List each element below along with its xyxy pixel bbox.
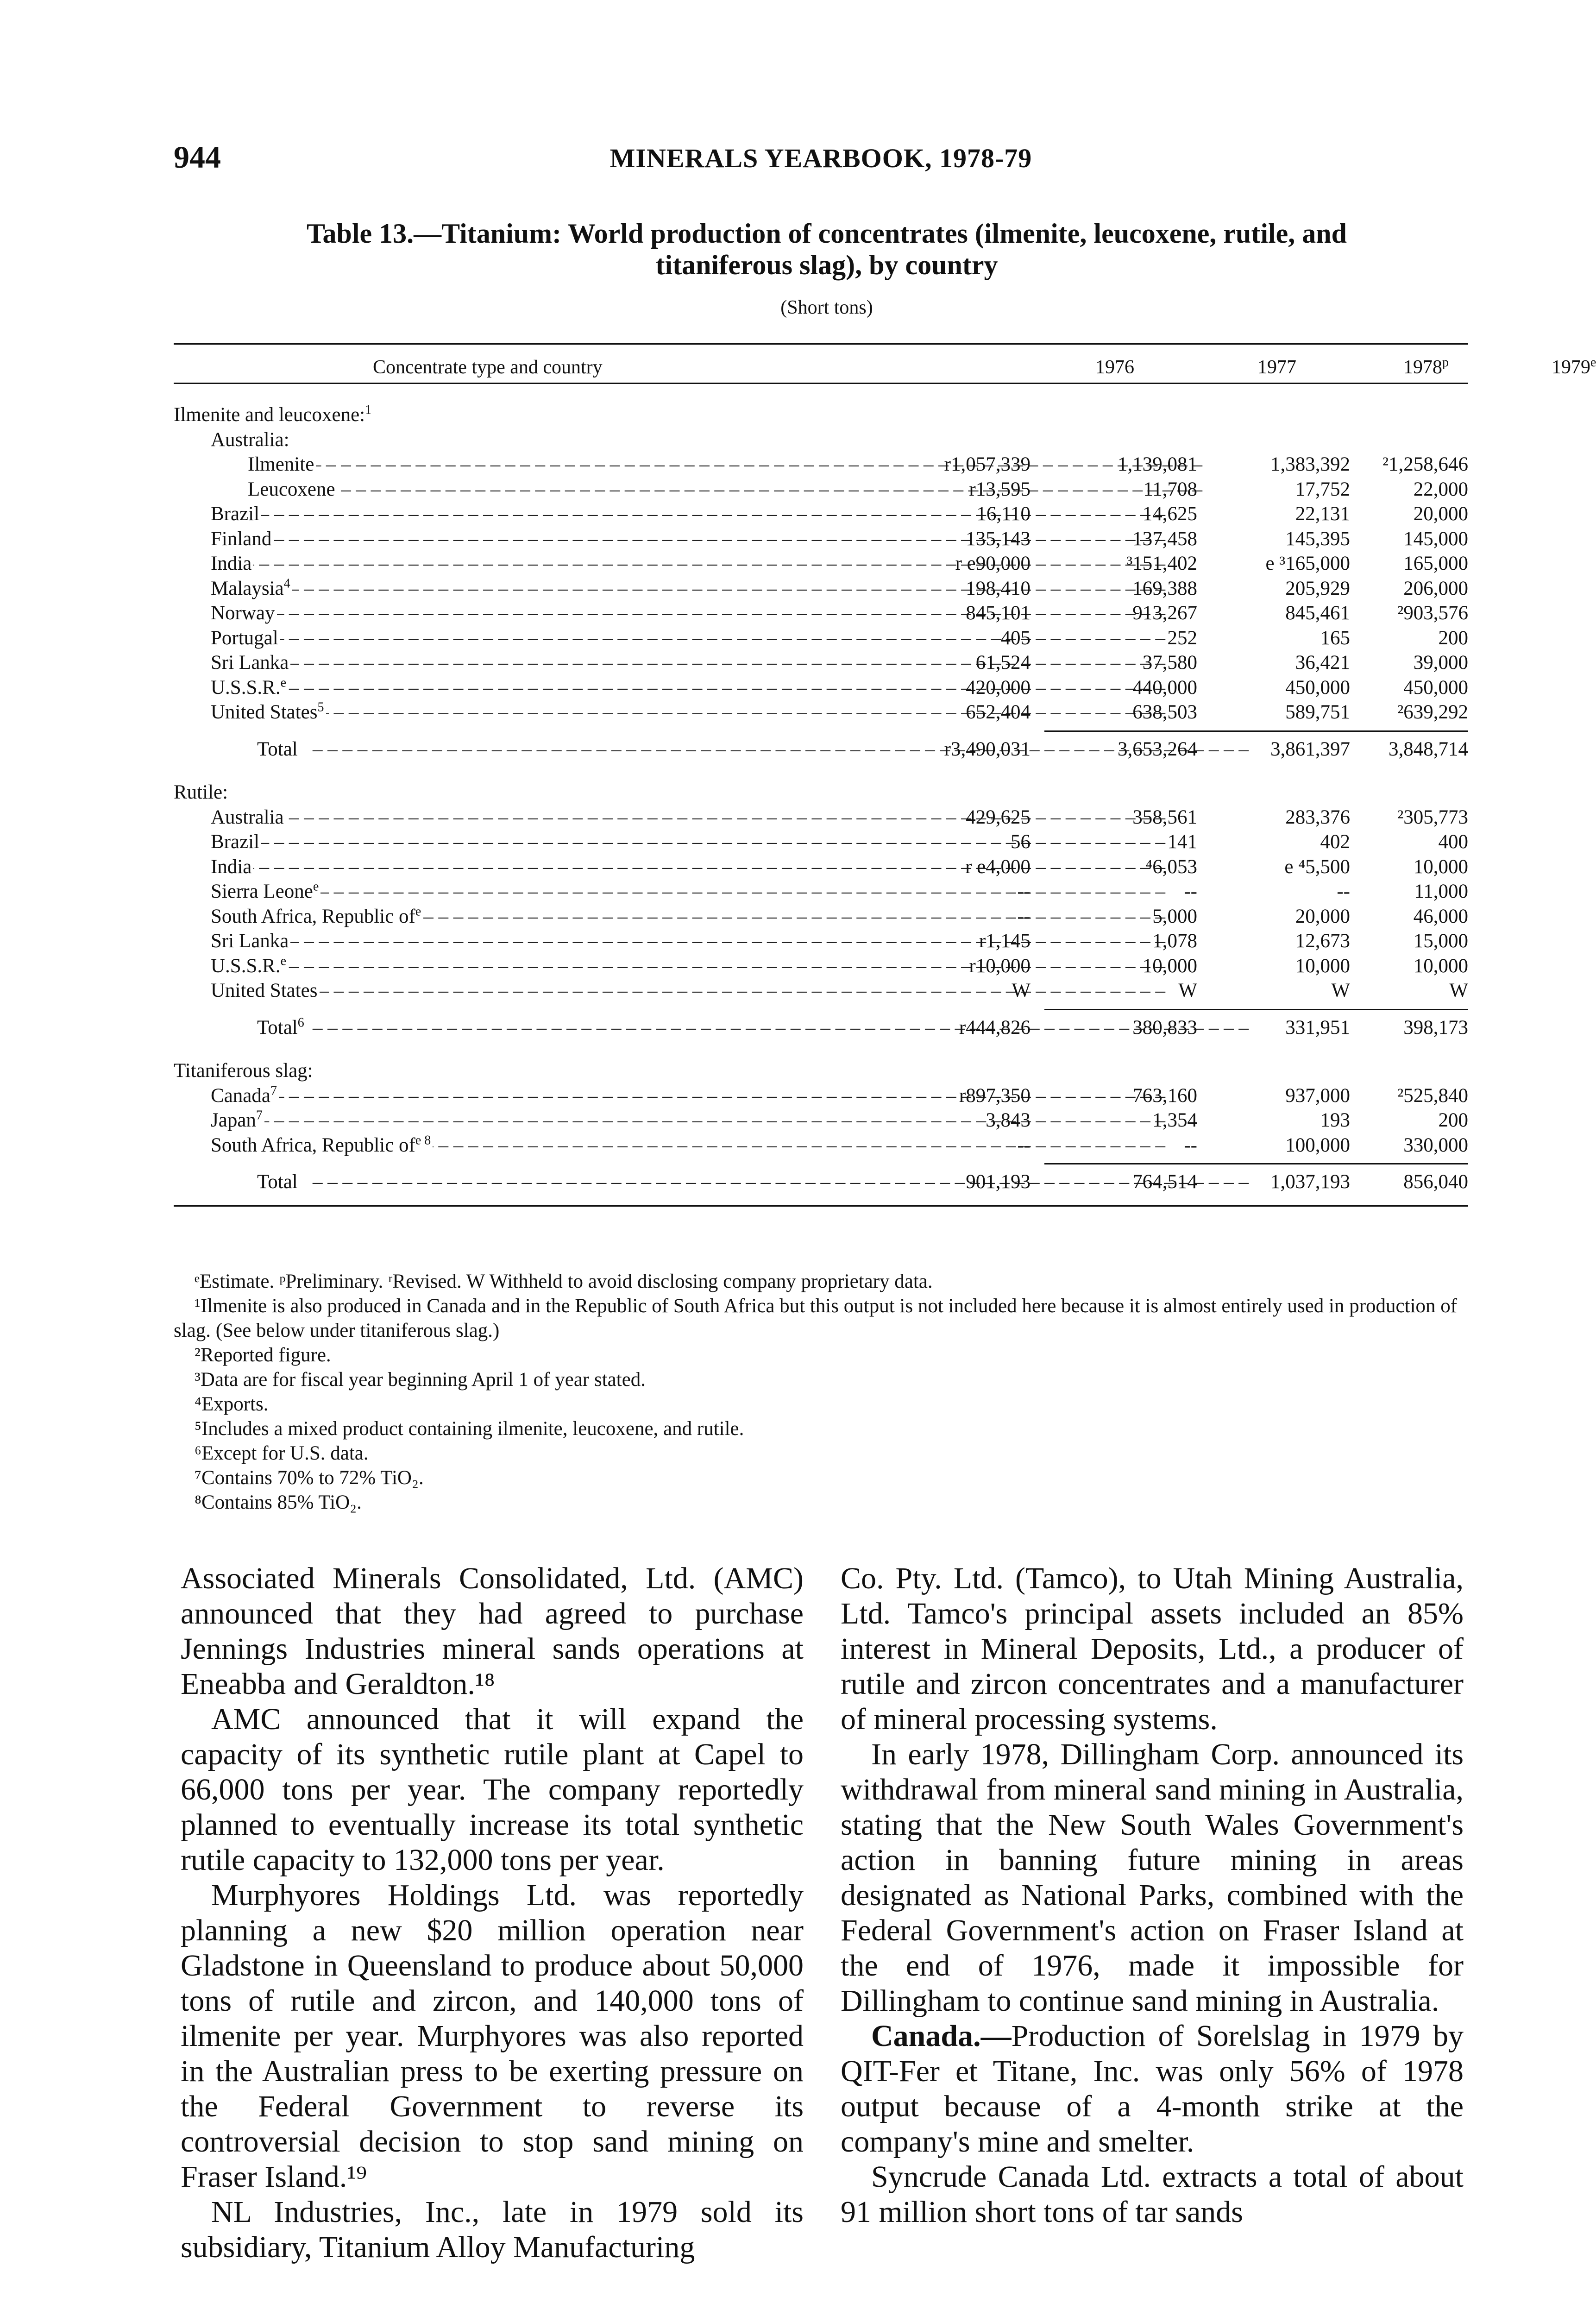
slag-row [174, 1108, 1468, 1133]
body-right-paragraph-4: Syncrude Canada Ltd. extracts a total of about 91 million short tons of tar sands [841, 2160, 1464, 2229]
ilmenite-value-1976: 652,404 [966, 701, 1030, 723]
slag-country-label: South Africa, Republic $of^{e 8}$ [211, 1133, 433, 1158]
body-left-paragraph-4: NL Industries, Inc., late in 1979 sold its subsidiary, Titanium Alloy Manufacturing [181, 2195, 804, 2264]
header-year-1979: 1979e [1552, 355, 1596, 378]
rutile-row [174, 855, 1468, 880]
rutile-total-1977: 380,833 [1132, 1016, 1197, 1038]
ilmenite-row [174, 601, 1468, 626]
slag-value-1978: 100,000 [1285, 1134, 1350, 1156]
slag-total-rule [1044, 1163, 1468, 1164]
ilmenite-value-1979: 206,000 [1403, 577, 1468, 599]
ilmenite-value-1976: 845,101 [966, 602, 1030, 624]
ilmenite-row [174, 452, 1468, 477]
table-title [181, 218, 1473, 281]
ilmenite-value-1976: 405 [1000, 627, 1030, 649]
rutile-country-label: Brazil [211, 830, 261, 854]
ilmenite-value-1978: 205,929 [1285, 577, 1350, 599]
footnote-8: ⁸Contains 85% TiO₂. [195, 1492, 362, 1513]
rutile-value-1978: 10,000 [1295, 955, 1350, 977]
body-right-paragraph-2: In early 1978, Dillingham Corp. announced its withdrawal from mineral sand mining in Australia, stating that the New South Wales Government's action in banning future mining in areas designated as National Parks, combined with the Federal Government's action on Fraser Island at the end of 1976, made it impossible for Dillingham to continue sand mining in Australia. [841, 1737, 1464, 2018]
slag-value-1979: 200 [1438, 1109, 1468, 1131]
ilmenite-value-1977: 440,000 [1132, 676, 1197, 699]
footnote-6: ⁶Except for U.S. data. [195, 1442, 369, 1464]
ilmenite-value-1979: 200 [1438, 627, 1468, 649]
ilmenite-value-1976: r1,057,339 [944, 453, 1030, 475]
rutile-value-1977: 1,078 [1152, 930, 1197, 952]
ilmenite-total-1979: 3,848,714 [1389, 738, 1468, 760]
footnotes [174, 1269, 1468, 1515]
ilmenite-total-1976: r3,490,031 [944, 738, 1030, 760]
body-right-paragraph-3: Canada.—Production of Sorelslag in 1979 by QIT-Fer et Titane, Inc. was only 56% of 1978 output because of a 4-month strike at the company's mine and smelter. [841, 2019, 1464, 2159]
footnote-7: ⁷Contains 70% to 72% TiO₂. [195, 1467, 424, 1489]
ilmenite-value-1979: 450,000 [1403, 676, 1468, 699]
ilmenite-total-1977: 3,653,264 [1118, 738, 1197, 760]
rutile-value-1979: 400 [1438, 831, 1468, 853]
ilmenite-total-1978: 3,861,397 [1270, 738, 1350, 760]
ilmenite-country-label: Sri Lanka [211, 650, 290, 675]
ilmenite-value-1977: ³151,402 [1126, 553, 1197, 574]
section-heading-slag: Titaniferous slag: [174, 1060, 313, 1082]
table-header [174, 345, 1596, 383]
ilmenite-row [174, 502, 1468, 527]
ilmenite-row [174, 626, 1468, 651]
ilmenite-value-1977: 14,625 [1142, 503, 1197, 525]
rutile-value-1976: W [1012, 980, 1030, 1001]
rutile-row [174, 904, 1468, 929]
rutile-value-1977: W [1178, 980, 1197, 1001]
rutile-total-1978: 331,951 [1285, 1016, 1350, 1038]
ilmenite-value-1977: 913,267 [1132, 602, 1197, 624]
ilmenite-value-1977: 11,708 [1143, 478, 1197, 500]
rutile-value-1978: 20,000 [1295, 905, 1350, 927]
section-heading-ilmenite: Ilmenite and leucoxene:$^1$ [174, 403, 372, 426]
body-column-right [841, 1561, 1464, 2230]
slag-value-1978: 193 [1320, 1109, 1350, 1131]
ilmenite-value-1978: 145,395 [1285, 528, 1350, 550]
canada-heading: Canada.— [871, 2019, 1012, 2053]
ilmenite-value-1977: 169,388 [1132, 577, 1197, 599]
rutile-value-1979: ²305,773 [1397, 806, 1468, 828]
rutile-rows [174, 805, 1468, 1003]
ilmenite-row [174, 675, 1468, 700]
rutile-country-label: Sri Lanka [211, 929, 290, 953]
ilmenite-value-1978: 22,131 [1295, 503, 1350, 525]
rutile-country-label: Australia [211, 805, 286, 830]
slag-value-1976: -- [1017, 1134, 1030, 1156]
rutile-value-1977: 358,561 [1132, 806, 1197, 828]
ilmenite-value-1979: 165,000 [1403, 553, 1468, 574]
ilmenite-value-1976: 16,110 [976, 503, 1030, 525]
slag-total-row: Total – – – 901,193 764,514 1,037,193 856,040 [174, 1170, 1468, 1195]
ilmenite-country-label: Leucoxene [248, 477, 337, 502]
table-units: (Short tons) [780, 297, 873, 318]
footnote-legend: ᵉEstimate. ᵖPreliminary. ʳRevised. W Withheld to avoid disclosing company proprietary data. [195, 1271, 933, 1292]
rutile-value-1976: r e4,000 [965, 856, 1030, 878]
section-heading-rutile: Rutile: [174, 781, 228, 803]
table-title-line-1: Table 13.—Titanium: World production of concentrates (ilmenite, leucoxene, rutile, and [306, 218, 1347, 249]
ilmenite-value-1979: 39,000 [1413, 652, 1468, 673]
slag-value-1978: 937,000 [1285, 1084, 1350, 1107]
rutile-value-1979: 11,000 [1414, 881, 1468, 902]
ilmenite-value-1979: ²903,576 [1397, 602, 1468, 624]
rutile-value-1976: r1,145 [979, 930, 1030, 952]
ilmenite-value-1976: r e90,000 [955, 553, 1030, 574]
ilmenite-value-1977: 137,458 [1132, 528, 1197, 550]
slag-total-1977: 764,514 [1132, 1171, 1197, 1193]
ilmenite-row [174, 477, 1468, 502]
ilmenite-row [174, 576, 1468, 601]
rutile-country-label: Sierra Leone$^e$ [211, 879, 320, 904]
ilmenite-value-1976: 420,000 [966, 676, 1030, 699]
rutile-value-1976: -- [1017, 905, 1030, 927]
ilmenite-value-1977: 252 [1167, 627, 1197, 649]
rutile-value-1978: e ⁴5,500 [1284, 856, 1350, 878]
body-left-paragraph-3: Murphyores Holdings Ltd. was reportedly planning a new $20 million operation near Gladstone in Queensland to produce about 50,000 tons of rutile and zircon, and 140,000 tons of ilmenite per year. Murphyores was also reported in the Australian press to be exerting pressure on the Federal Government to reverse its controversial decision to stop sand mining on Fraser Island.¹⁹ [181, 1878, 804, 2194]
ilmenite-country-label: Malaysia$^4$ [211, 576, 292, 601]
rutile-country-label: United States [211, 978, 320, 1003]
rutile-value-1978: W [1331, 980, 1350, 1001]
rutile-row [174, 954, 1468, 979]
rutile-total-1976: r444,826 [959, 1016, 1030, 1038]
rutile-value-1978: -- [1337, 881, 1350, 902]
ilmenite-value-1979: 20,000 [1413, 503, 1468, 525]
rutile-row [174, 805, 1468, 830]
rutile-value-1978: 402 [1320, 831, 1350, 853]
slag-country-label: Japan$^7$ [211, 1108, 264, 1133]
ilmenite-row [174, 551, 1468, 576]
production-table [174, 343, 1596, 1207]
slag-value-1979: 330,000 [1403, 1134, 1468, 1156]
slag-value-1977: 763,160 [1132, 1084, 1197, 1107]
slag-value-1977: -- [1184, 1134, 1197, 1156]
ilmenite-value-1977: 1,139,081 [1118, 453, 1197, 475]
slag-row [174, 1083, 1468, 1108]
ilmenite-row [174, 650, 1468, 675]
rutile-row [174, 978, 1468, 1003]
slag-rows [174, 1083, 1468, 1158]
header-concentrate-country: Concentrate type and country [373, 357, 603, 378]
header-year-1977: 1977 [1257, 357, 1296, 378]
ilmenite-country-label: Portugal [211, 626, 280, 650]
ilmenite-value-1979: 22,000 [1413, 478, 1468, 500]
header-year-1976: 1976 [1095, 357, 1134, 378]
rutile-value-1979: 10,000 [1413, 955, 1468, 977]
rutile-value-1979: 10,000 [1413, 856, 1468, 878]
rutile-value-1976: -- [1017, 881, 1030, 902]
rutile-value-1977: 10,000 [1142, 955, 1197, 977]
ilmenite-value-1978: 845,461 [1285, 602, 1350, 624]
ilmenite-value-1978: 450,000 [1285, 676, 1350, 699]
rutile-country-label: South Africa, Republic $of^e$ [211, 904, 423, 929]
ilmenite-row [174, 527, 1468, 552]
rutile-total-1979: 398,173 [1403, 1016, 1468, 1038]
running-head [174, 139, 1468, 181]
ilmenite-total-row: Total – – – r3,490,031 3,653,264 3,861,397 3,848,714 [174, 737, 1468, 762]
rutile-total-rule [1044, 1009, 1468, 1010]
ilmenite-rows [174, 452, 1468, 725]
slag-row [174, 1133, 1468, 1158]
footnote-2: ²Reported figure. [195, 1344, 331, 1366]
rutile-value-1979: 15,000 [1413, 930, 1468, 952]
rutile-row [174, 879, 1468, 904]
ilmenite-value-1976: 61,524 [975, 652, 1030, 673]
rutile-value-1979: W [1449, 980, 1468, 1001]
rutile-value-1976: 429,625 [966, 806, 1030, 828]
ilmenite-value-1976: r13,595 [969, 478, 1030, 500]
table-bottom-rule [174, 1205, 1468, 1207]
body-right-paragraph-1: Co. Pty. Ltd. (Tamco), to Utah Mining Australia, Ltd. Tamco's principal assets included an 85% interest in Mineral Deposits, Ltd., a producer of rutile and zircon concentrates and a manufacturer of mineral processing systems. [841, 1561, 1464, 1736]
ilmenite-country-label: Norway [211, 601, 277, 625]
footnote-4: ⁴Exports. [195, 1393, 269, 1415]
rutile-value-1978: 283,376 [1285, 806, 1350, 828]
ilmenite-value-1978: e ³165,000 [1265, 553, 1350, 574]
ilmenite-country-label: U.S.S.R.$^e$ [211, 675, 288, 700]
rutile-value-1977: 5,000 [1152, 905, 1197, 927]
ilmenite-country-label: Brazil [211, 502, 261, 526]
slag-country-label: Canada$^7$ [211, 1083, 279, 1108]
body-left-paragraph-1: Associated Minerals Consolidated, Ltd. (AMC) announced that they had agreed to purchase Jennings Industries mineral sands operations at Eneabba and Geraldton.¹⁸ [181, 1561, 804, 1701]
header-year-1978: 1978$^p$ [1403, 355, 1449, 378]
ilmenite-value-1978: 1,383,392 [1270, 453, 1350, 475]
page-number: 944 [174, 139, 221, 175]
ilmenite-total-rule [1044, 730, 1468, 732]
rutile-value-1976: 56 [1011, 831, 1030, 853]
ilmenite-row [174, 700, 1468, 725]
subheading-australia: Australia: [211, 428, 289, 451]
slag-total-1976: 901,193 [966, 1171, 1030, 1193]
rutile-row [174, 830, 1468, 855]
ilmenite-value-1978: 589,751 [1285, 701, 1350, 723]
table-title-line-2: titaniferous slag), by country [655, 250, 998, 280]
rutile-country-label: India [211, 855, 253, 879]
footnote-1: ¹Ilmenite is also produced in Canada and in the Republic of South Africa but this output is not included here because it is almost entirely used in production of slag. (See below under titaniferous slag.) [174, 1295, 1458, 1341]
slag-value-1979: ²525,840 [1397, 1084, 1468, 1107]
slag-total-1978: 1,037,193 [1270, 1171, 1350, 1193]
slag-value-1977: 1,354 [1152, 1109, 1197, 1131]
rutile-value-1978: 12,673 [1295, 930, 1350, 952]
rutile-value-1977: -- [1184, 881, 1197, 902]
ilmenite-value-1976: 198,410 [966, 577, 1030, 599]
body-column-left [181, 1561, 804, 2265]
rutile-country-label: U.S.S.R.$^e$ [211, 954, 288, 978]
rutile-value-1977: 141 [1167, 831, 1197, 853]
publication-title: MINERALS YEARBOOK, 1978-79 [609, 143, 1032, 173]
ilmenite-country-label: United States$^5$ [211, 700, 326, 724]
slag-total-1979: 856,040 [1403, 1171, 1468, 1193]
footnote-5: ⁵Includes a mixed product containing ilmenite, leucoxene, and rutile. [195, 1418, 744, 1440]
footnote-3: ³Data are for fiscal year beginning April 1 of year stated. [195, 1369, 646, 1391]
rutile-row [174, 929, 1468, 954]
ilmenite-country-label: India [211, 551, 253, 576]
rutile-value-1977: ⁴6,053 [1145, 856, 1197, 878]
ilmenite-value-1979: ²639,292 [1397, 701, 1468, 723]
slag-value-1976: r897,350 [959, 1084, 1030, 1107]
rutile-value-1979: 46,000 [1413, 905, 1468, 927]
ilmenite-value-1978: 36,421 [1295, 652, 1350, 673]
ilmenite-value-1978: 165 [1320, 627, 1350, 649]
ilmenite-value-1979: ²1,258,646 [1382, 453, 1468, 475]
body-left-paragraph-2: AMC announced that it will expand the capacity of its synthetic rutile plant at Capel to 66,000 tons per year. The company reportedly planned to eventually increase its total synthetic rutile capacity to 132,000 tons per year. [181, 1702, 804, 1877]
rutile-total-row: Total$^6$ – – – r444,826 380,833 331,951 398,173 [174, 1015, 1468, 1040]
ilmenite-country-label: Finland [211, 527, 273, 551]
slag-value-1976: 3,843 [986, 1109, 1030, 1131]
ilmenite-value-1976: 135,143 [966, 528, 1030, 550]
ilmenite-value-1979: 145,000 [1403, 528, 1468, 550]
ilmenite-value-1977: 638,503 [1132, 701, 1197, 723]
ilmenite-country-label: Ilmenite [248, 452, 316, 477]
ilmenite-value-1978: 17,752 [1295, 478, 1350, 500]
rutile-value-1976: r10,000 [969, 955, 1030, 977]
ilmenite-value-1977: 37,580 [1142, 652, 1197, 673]
